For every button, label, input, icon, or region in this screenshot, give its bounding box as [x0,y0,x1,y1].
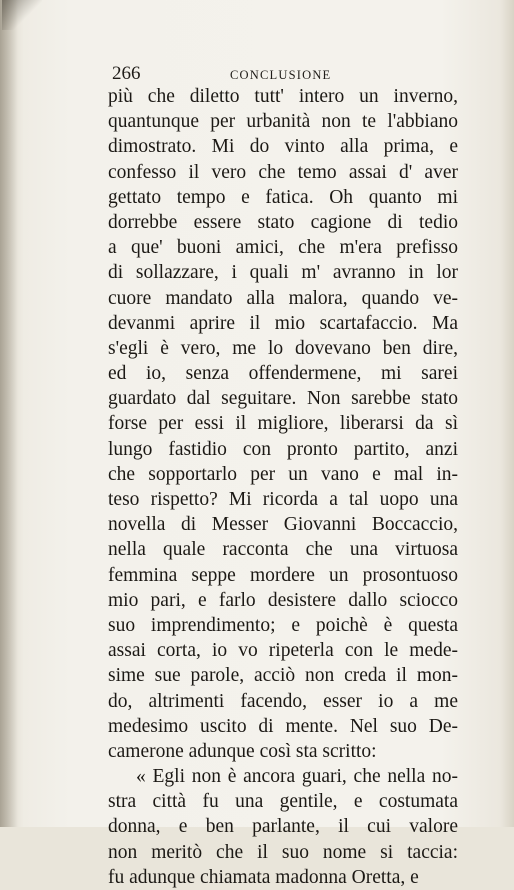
text-line: « Egli non è ancora guari, che nella no- [136,766,458,788]
text-line: a que' buoni amici, che m'era prefisso [108,237,458,259]
text-line: guardato dal seguitare. Non sarebbe stato [108,388,458,410]
text-line: forse per essi il migliore, liberarsi da sì [108,413,458,435]
text-line: fu adunque chiamata madonna Oretta, e [108,866,419,888]
text-line: suo imprendimento; e poichè è questa [108,614,458,636]
text-line: nella quale racconta che una virtuosa [108,539,458,561]
text-line: sime sue parole, acciò non creda il mon- [108,665,458,687]
text-line: stra città fu una gentile, e costumata [108,791,458,813]
text-line: medesimo uscito di mente. Nel suo De- [108,715,458,737]
body-text [108,84,458,890]
text-line: femmina seppe mordere un prosontuoso [108,564,458,586]
text-line: novella di Messer Giovanni Boccaccio, [108,514,458,536]
text-line: teso rispetto? Mi ricorda a tal uopo una [108,489,458,510]
text-line: più che diletto tutt' intero un inverno, [108,86,458,107]
text-line: camerone adunque così sta scritto: [108,740,377,762]
text-line: mio pari, e farlo desistere dallo sciocco [108,589,458,611]
text-line: lungo fastidio con pronto partito, anzi [108,438,458,460]
text-line: s'egli è vero, me lo dovevano ben dire, [108,337,458,359]
text-line: do, altrimenti facendo, esser io a me [108,690,458,712]
text-line: quantunque per urbanità non te l'abbiano [108,111,458,133]
text-line: ed io, senza offendermene, mi sarei [108,363,458,385]
text-line: donna, e ben parlante, il cui valore [108,816,458,838]
text-line: che sopportarlo per un vano e mal in- [108,463,458,485]
running-head: CONCLUSIONE [230,68,332,82]
text-line: devanmi aprire il mio scartafaccio. Ma [108,312,458,334]
text-line: dorrebbe essere stato cagione di tedio [108,211,458,233]
page-number: 266 [112,63,141,84]
page-corner-stain [2,0,42,30]
text-line: confesso il vero che temo assai d' aver [108,161,458,183]
gutter-shadow [0,0,18,827]
text-line: cuore mandato alla malora, quando ve- [108,287,458,309]
text-line: gettato tempo e fatica. Oh quanto mi [108,186,458,208]
text-line: dimostrato. Mi do vinto alla prima, e [108,136,458,158]
text-line: non meritò che il suo nome si taccia: [108,841,458,863]
text-line: assai corta, io vo ripeterla con le mede- [108,640,458,662]
text-line: di sollazzare, i quali m' avranno in lor [108,262,458,284]
page-header [112,64,452,84]
